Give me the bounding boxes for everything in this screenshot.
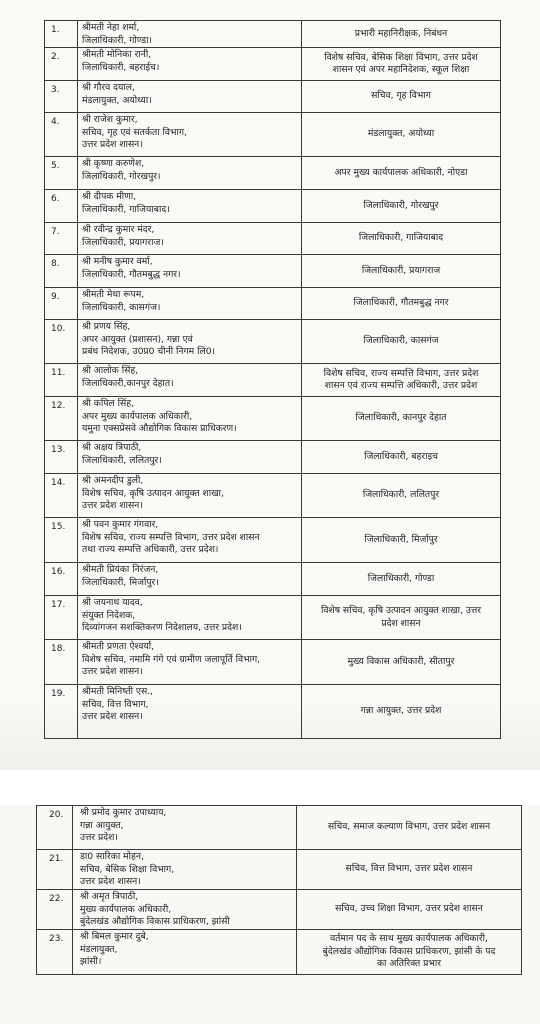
- new-posting: [302, 288, 501, 320]
- serial-number: 5.: [45, 157, 78, 190]
- new-posting: [302, 364, 501, 397]
- posting-line: शासन एवं अपर महानिदेशक, स्कूल शिक्षा: [332, 64, 470, 76]
- serial-number: 23.: [37, 930, 73, 975]
- serial-number: 15.: [45, 518, 78, 563]
- name-line: श्रीमती प्रियंका निरंजन,: [82, 564, 159, 576]
- new-posting: [302, 441, 501, 474]
- name-line: श्री अक्षय त्रिपाठी,: [82, 442, 142, 454]
- name-line: श्री अमृत त्रिपाठी,: [80, 891, 139, 902]
- table-row: [37, 890, 522, 930]
- table-row: [45, 113, 501, 157]
- posting-line: सचिव, वित्त विभाग, उत्तर प्रदेश शासन: [345, 863, 473, 875]
- officer-name-current-post: [73, 890, 297, 930]
- table-row: [45, 441, 501, 474]
- serial-number: 2.: [45, 48, 78, 81]
- name-line: श्री गौरव दयाल,: [82, 82, 135, 94]
- serial-number: 3.: [45, 81, 78, 113]
- posting-line: मंडलायुक्त, अयोध्या: [367, 128, 435, 140]
- table-row: [45, 320, 501, 364]
- table-row: [45, 640, 501, 685]
- name-line: डा0 सारिका मोहन,: [80, 851, 144, 862]
- posting-line: जिलाधिकारी, कानपुर देहात: [355, 412, 447, 424]
- officer-name-current-post: [78, 113, 302, 157]
- serial-number: 13.: [45, 441, 78, 474]
- officer-name-current-post: [78, 596, 302, 640]
- name-line: जिलाधिकारी, गौतमबुद्ध नगर।: [82, 268, 181, 280]
- posting-line: जिलाधिकारी, बहराइच: [364, 450, 438, 462]
- officer-name-current-post: [78, 563, 302, 596]
- new-posting: [297, 890, 522, 930]
- table-row: [37, 806, 522, 850]
- transfer-table-page-1: [44, 20, 501, 739]
- table-row: [45, 288, 501, 320]
- table-row: [45, 685, 501, 739]
- table-row: [45, 223, 501, 255]
- name-line: बुंदेलखंड औद्योगिक विकास प्राधिकरण, झांसी: [80, 916, 230, 928]
- name-line: गन्ना आयुक्त,: [80, 819, 124, 831]
- table-row: [45, 81, 501, 113]
- posting-line: जिलाधिकारी, गौतमबुद्ध नगर: [353, 297, 449, 309]
- officer-name-current-post: [73, 850, 297, 890]
- name-line: श्री जयनाथ यादव,: [82, 597, 143, 609]
- table-row: [45, 563, 501, 596]
- name-line: विशेष सचिव, नमामि गंगे एवं ग्रामीण जलापूर्ति विभाग,: [82, 653, 261, 665]
- name-line: श्रीमती मेधा रूपम,: [82, 289, 145, 301]
- name-line: जिलाधिकारी, गोरखपुर।: [82, 170, 161, 182]
- serial-number: 20.: [37, 806, 73, 850]
- name-line: प्रबंध निदेशक, उ0प्र0 चीनी निगम लि0।: [82, 346, 216, 358]
- new-posting: [302, 255, 501, 288]
- name-line: उत्तर प्रदेश शासन।: [82, 666, 143, 678]
- name-line: मंडलायुक्त,: [80, 943, 118, 955]
- posting-line: जिलाधिकारी, गोरखपुर: [363, 199, 439, 211]
- new-posting: [302, 190, 501, 223]
- posting-line: प्रदेश शासन: [381, 617, 421, 629]
- officer-name-current-post: [78, 48, 302, 81]
- serial-number: 10.: [45, 320, 78, 364]
- name-line: श्री बिमल कुमार दुबे,: [80, 931, 149, 942]
- name-line: जिलाधिकारी, बहराईच।: [82, 61, 160, 73]
- serial-number: 6.: [45, 190, 78, 223]
- table-row: [45, 255, 501, 288]
- officer-name-current-post: [78, 190, 302, 223]
- officer-name-current-post: [78, 81, 302, 113]
- officer-name-current-post: [78, 255, 302, 288]
- officer-name-current-post: [78, 21, 302, 48]
- page-gap: [0, 770, 540, 805]
- serial-number: 9.: [45, 288, 78, 320]
- name-line: सचिव, बेसिक शिक्षा विभाग,: [80, 863, 175, 875]
- posting-line: मुख्य विकास अधिकारी, सीतापुर: [347, 655, 455, 667]
- officer-name-current-post: [78, 474, 302, 518]
- name-line: सचिव, गृह एवं सतर्कता विभाग,: [82, 126, 187, 138]
- posting-line: विशेष सचिव, राज्य सम्पत्ति विभाग, उत्तर प्रदेश: [323, 367, 479, 379]
- name-line: जिलाधिकारी, प्रयागराज।: [82, 236, 164, 248]
- name-line: झांसी।: [80, 956, 102, 968]
- officer-name-current-post: [78, 320, 302, 364]
- officer-name-current-post: [78, 288, 302, 320]
- name-line: तथा राज्य सम्पत्ति अधिकारी, उत्तर प्रदेश।: [82, 544, 219, 556]
- posting-line: जिलाधिकारी, गाजियाबाद: [358, 232, 444, 244]
- name-line: उत्तर प्रदेश।: [80, 832, 118, 844]
- posting-line: विशेष सचिव, बेसिक शिक्षा विभाग, उत्तर प्रदेश: [324, 51, 478, 63]
- name-line: जिलाधिकारी, गोण्डा।: [82, 34, 152, 46]
- new-posting: [297, 850, 522, 890]
- serial-number: 22.: [37, 890, 73, 930]
- name-line: श्री आलोक सिंह,: [82, 365, 139, 377]
- name-line: संयुक्त निदेशक,: [82, 609, 136, 621]
- posting-line: अपर मुख्य कार्यपालक अधिकारी, नोएडा: [334, 166, 468, 178]
- name-line: श्री कृष्णा करुणेश,: [82, 158, 145, 170]
- name-line: सचिव, वित्त विभाग,: [82, 698, 149, 710]
- new-posting: [302, 640, 501, 685]
- transfer-table-page-2: [36, 805, 522, 975]
- posting-line: गन्ना आयुक्त, उत्तर प्रदेश: [360, 705, 442, 717]
- serial-number: 12.: [45, 397, 78, 441]
- new-posting: [302, 48, 501, 81]
- posting-line: बुंदेलखंड औद्योगिक विकास प्राधिकरण, झांसी के पद: [322, 945, 496, 957]
- name-line: उत्तर प्रदेश शासन।: [80, 876, 141, 888]
- serial-number: 17.: [45, 596, 78, 640]
- name-line: श्रीमती मिनिष्ती एस.,: [82, 686, 154, 698]
- serial-number: 7.: [45, 223, 78, 255]
- table-row: [37, 930, 522, 975]
- posting-line: जिलाधिकारी, गोण्डा: [367, 572, 435, 584]
- table-row: [45, 518, 501, 563]
- new-posting: [302, 474, 501, 518]
- name-line: श्री कपिल सिंह,: [82, 398, 134, 410]
- new-posting: [302, 320, 501, 364]
- officer-name-current-post: [78, 640, 302, 685]
- posting-line: का अतिरिक्त प्रभार: [376, 958, 442, 970]
- name-line: श्री अमनदीप डुली,: [82, 475, 144, 487]
- name-line: श्री पवन कुमार गंगवार,: [82, 519, 159, 531]
- name-line: श्रीमती मोनिका रानी,: [82, 49, 152, 61]
- new-posting: [302, 113, 501, 157]
- new-posting: [302, 157, 501, 190]
- name-line: श्रीमती प्रणता ऐश्वर्या,: [82, 641, 155, 653]
- posting-line: सचिव, गृह विभाग: [371, 90, 431, 102]
- serial-number: 14.: [45, 474, 78, 518]
- name-line: यमुना एक्सप्रेसवे औद्योगिक विकास प्राधिकरण।: [82, 423, 237, 435]
- name-line: उत्तर प्रदेश शासन।: [82, 711, 143, 723]
- name-line: विशेष सचिव, राज्य सम्पत्ति विभाग, उत्तर प्रदेश शासन: [82, 531, 260, 543]
- name-line: जिलाधिकारी, कासगंज।: [82, 301, 161, 313]
- new-posting: [297, 806, 522, 850]
- name-line: श्री प्रणय सिंह,: [82, 321, 131, 333]
- name-line: दिव्यांगजन सशक्तिकरण निदेशालय, उत्तर प्रदेश।: [82, 622, 242, 634]
- new-posting: [302, 563, 501, 596]
- posting-line: सचिव, समाज कल्याण विभाग, उत्तर प्रदेश शासन: [327, 821, 491, 833]
- officer-name-current-post: [78, 397, 302, 441]
- officer-name-current-post: [78, 685, 302, 739]
- new-posting: [302, 518, 501, 563]
- table-row: [45, 596, 501, 640]
- officer-name-current-post: [73, 806, 297, 850]
- table-row: [45, 157, 501, 190]
- name-line: श्री दीपक मीणा,: [82, 191, 137, 203]
- name-line: विशेष सचिव, कृषि उत्पादन आयुक्त शाखा,: [82, 487, 224, 499]
- name-line: अपर आयुक्त (प्रशासन), गन्ना एवं: [82, 333, 193, 345]
- name-line: श्रीमती नेहा शर्मा,: [82, 22, 140, 33]
- new-posting: [302, 685, 501, 739]
- serial-number: 1.: [45, 21, 78, 48]
- serial-number: 8.: [45, 255, 78, 288]
- name-line: जिलाधिकारी, मिर्जापुर।: [82, 576, 159, 588]
- name-line: उत्तर प्रदेश शासन।: [82, 500, 143, 512]
- serial-number: 11.: [45, 364, 78, 397]
- officer-name-current-post: [78, 223, 302, 255]
- name-line: जिलाधिकारी, ललितपुर।: [82, 454, 162, 466]
- table-row: [45, 474, 501, 518]
- posting-line: जिलाधिकारी, प्रयागराज: [361, 264, 441, 276]
- serial-number: 16.: [45, 563, 78, 596]
- new-posting: [302, 223, 501, 255]
- new-posting: [302, 397, 501, 441]
- new-posting: [302, 81, 501, 113]
- posting-line: सचिव, उच्च शिक्षा विभाग, उत्तर प्रदेश शासन: [335, 903, 483, 915]
- posting-line: जिलाधिकारी, ललितपुर: [362, 489, 440, 501]
- name-line: श्री रवीन्द्र कुमार मंदर,: [82, 224, 155, 236]
- name-line: अपर मुख्य कार्यपालक अधिकारी,: [82, 410, 193, 422]
- new-posting: [302, 596, 501, 640]
- officer-name-current-post: [73, 930, 297, 975]
- posting-line: वर्तमान पद के साथ मुख्य कार्यपालक अधिकारी,: [330, 933, 488, 945]
- officer-name-current-post: [78, 441, 302, 474]
- officer-name-current-post: [78, 364, 302, 397]
- table-row: [45, 21, 501, 48]
- table-row: [37, 850, 522, 890]
- name-line: मुख्य कार्यपालक अधिकारी,: [80, 903, 172, 915]
- name-line: उत्तर प्रदेश शासन।: [82, 139, 143, 151]
- serial-number: 4.: [45, 113, 78, 157]
- name-line: श्री प्रमोद कुमार उपाध्याय,: [80, 807, 167, 818]
- new-posting: [302, 21, 501, 48]
- table-row: [45, 48, 501, 81]
- table-row: [45, 190, 501, 223]
- officer-name-current-post: [78, 518, 302, 563]
- name-line: श्री मनीष कुमार वर्मा,: [82, 256, 153, 268]
- new-posting: [297, 930, 522, 975]
- posting-line: जिलाधिकारी, कासगंज: [363, 335, 439, 347]
- posting-line: प्रभारी महानिरीक्षक, निबंधन: [354, 27, 448, 39]
- serial-number: 19.: [45, 685, 78, 739]
- table-row: [45, 397, 501, 441]
- officer-name-current-post: [78, 157, 302, 190]
- name-line: श्री राजेश कुमार,: [82, 114, 138, 126]
- table-row: [45, 364, 501, 397]
- name-line: जिलाधिकारी, गाजियाबाद।: [82, 203, 170, 215]
- posting-line: विशेष सचिव, कृषि उत्पादन आयुक्त शाखा, उत्तर: [320, 605, 482, 617]
- serial-number: 21.: [37, 850, 73, 890]
- name-line: जिलाधिकारी,कानपुर देहात।: [82, 377, 174, 389]
- posting-line: शासन एवं राज्य सम्पत्ति अधिकारी, उत्तर प्रदेश: [324, 380, 478, 392]
- posting-line: जिलाधिकारी, मिर्जापुर: [364, 533, 438, 545]
- name-line: मंडलायुक्त, अयोध्या।: [82, 94, 152, 106]
- serial-number: 18.: [45, 640, 78, 685]
